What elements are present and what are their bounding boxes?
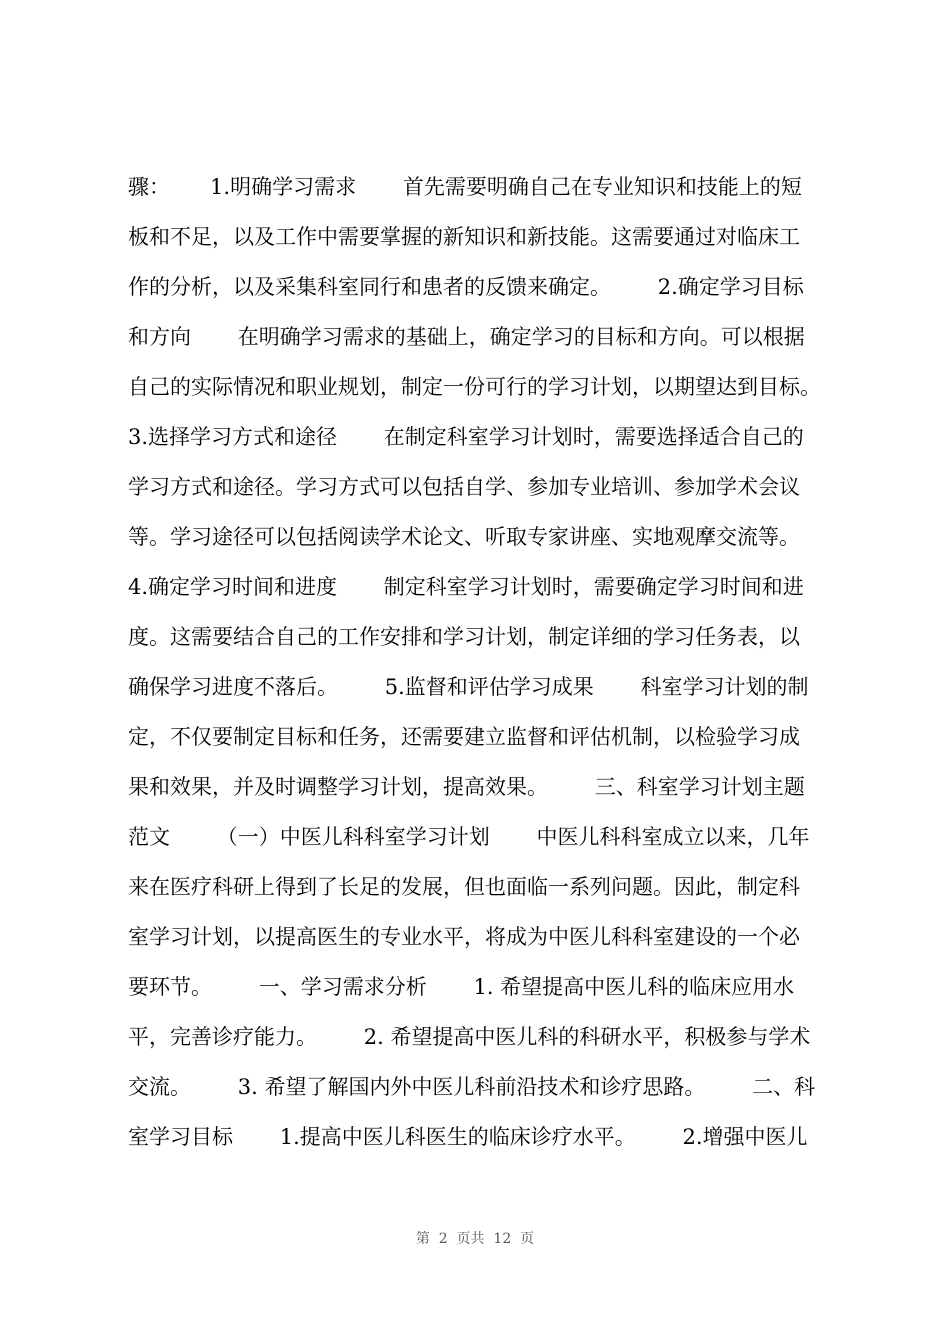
text-line: 等。学习途径可以包括阅读学术论文、听取专家讲座、实地观摩交流等。 bbox=[128, 525, 800, 549]
text-line: 度。这需要结合自己的工作安排和学习计划，制定详细的学习任务表，以 bbox=[128, 625, 800, 649]
page-footer: 第 2 页共 12 页 bbox=[415, 1231, 535, 1247]
text-line: 要环节。 一、学习需求分析 1. 希望提高中医儿科的临床应用水 bbox=[128, 975, 795, 999]
text-line: 4.确定学习时间和进度 制定科室学习计划时，需要确定学习时间和进 bbox=[128, 575, 804, 599]
text-line: 确保学习进度不落后。 5.监督和评估学习成果 科室学习计划的制 bbox=[128, 675, 809, 699]
text-line: 交流。 3. 希望了解国内外中医儿科前沿技术和诊疗思路。 二、科 bbox=[128, 1075, 816, 1099]
text-line: 板和不足，以及工作中需要掌握的新知识和新技能。这需要通过对临床工 bbox=[128, 225, 800, 249]
text-line: 作的分析，以及采集科室同行和患者的反馈来确定。 2.确定学习目标 bbox=[128, 275, 804, 299]
text-line: 平，完善诊疗能力。 2. 希望提高中医儿科的科研水平，积极参与学术 bbox=[128, 1025, 811, 1049]
text-line: 3.选择学习方式和途径 在制定科室学习计划时，需要选择适合自己的 bbox=[128, 425, 804, 449]
text-line: 果和效果，并及时调整学习计划，提高效果。 三、科室学习计划主题 bbox=[128, 775, 805, 799]
text-line: 定，不仅要制定目标和任务，还需要建立监督和评估机制，以检验学习成 bbox=[128, 725, 800, 749]
text-line: 来在医疗科研上得到了长足的发展，但也面临一系列问题。因此，制定科 bbox=[128, 875, 800, 899]
text-line: 室学习计划，以提高医生的专业水平，将成为中医儿科科室建设的一个必 bbox=[128, 925, 800, 949]
text-line: 和方向 在明确学习需求的基础上，确定学习的目标和方向。可以根据 bbox=[128, 325, 805, 349]
text-line: 自己的实际情况和职业规划，制定一份可行的学习计划，以期望达到目标。 bbox=[128, 375, 821, 399]
text-line: 骤： 1.明确学习需求 首先需要明确自己在专业知识和技能上的短 bbox=[128, 175, 802, 199]
text-line: 范文 （一）中医儿科科室学习计划 中医儿科科室成立以来，几年 bbox=[128, 825, 810, 849]
text-line: 学习方式和途径。学习方式可以包括自学、参加专业培训、参加学术会议 bbox=[128, 475, 800, 499]
text-line: 室学习目标 1.提高中医儿科医生的临床诊疗水平。 2.增强中医儿 bbox=[128, 1125, 808, 1149]
